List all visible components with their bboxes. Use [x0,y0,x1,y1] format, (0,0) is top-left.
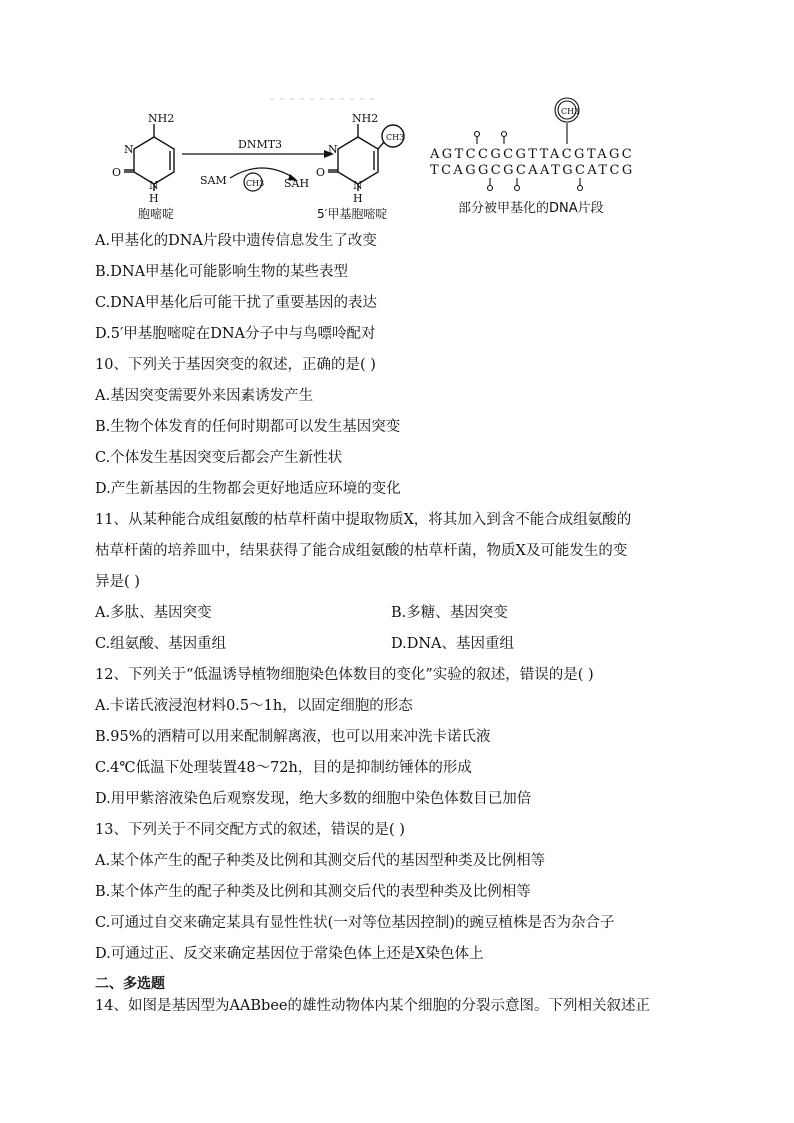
q11-stem-line2: 枯草杆菌的培养皿中，结果获得了能合成组氨酸的枯草杆菌，物质X及可能发生的变 [95,543,628,559]
q11-option-b: B.多糖、基因突变 [391,605,508,621]
q9-option-c: C.DNA甲基化后可能干扰了重要基因的表达 [95,295,377,311]
q11-stem-line1: 11、从某种能合成组氨酸的枯草杆菌中提取物质X，将其加入到含不能合成组氨酸的 [95,512,632,528]
methyl-label: CH3 [246,179,265,188]
q11-options-row2 [95,629,715,660]
cytosine-caption: 胞嘧啶 [138,207,175,221]
methylcytosine-caption: 5′甲基胞嘧啶 [317,207,388,221]
dna-top-strand: AGTCCGCGTTACGTAGC [430,147,635,162]
section-heading-multiple-choice: 二、多选题 [95,976,165,992]
q12-option-b: B.95%的酒精可以用来配制解离液，也可以用来冲洗卡诺氏液 [95,729,491,745]
q14-stem: 14、如图是基因型为AABbee的雄性动物体内某个细胞的分裂示意图。下列相关叙述正 [95,998,650,1014]
q13-option-c: C.可通过自交来确定某具有显性性状(一对等位基因控制)的豌豆植株是否为杂合子 [95,915,615,931]
cytosine-h-label: H [149,192,159,205]
q12-option-d: D.用甲紫溶液染色后观察发现，绝大多数的细胞中染色体数目已加倍 [95,791,532,807]
dna-fragment [429,98,635,216]
q13-option-d: D.可通过正、反交来确定基因位于常染色体上还是X染色体上 [95,946,484,962]
q12-option-a: A.卡诺氏液浸泡材料0.5～1h，以固定细胞的形态 [95,698,413,714]
q9-option-d: D.5′甲基胞嘧啶在DNA分子中与鸟嘌呤配对 [95,326,376,342]
dna-caption: 部分被甲基化的DNA片段 [458,201,604,216]
q10-option-c: C.个体发生基因突变后都会产生新性状 [95,450,343,466]
q11-option-a: A.多肽、基因突变 [95,605,212,621]
q13-stem: 13、下列关于不同交配方式的叙述，错误的是( ) [95,822,405,838]
q13-option-a: A.某个体产生的配子种类及比例和其测交后代的基因型种类及比例相等 [95,853,546,869]
q12-stem: 12、下列关于“低温诱导植物细胞染色体数目的变化”实验的叙述，错误的是( ) [95,667,594,683]
cytosine-o-label: O [112,166,122,179]
cytosine-n-label: N [124,143,134,156]
dna-methyl-label: CH3 [561,107,580,116]
question-text [95,226,715,1017]
methylcytosine-o-label: O [316,166,326,179]
methylcytosine-ch3-label: CH3 [386,133,405,142]
methylcytosine-n1-label: N [353,179,363,192]
q10-option-d: D.产生新基因的生物都会更好地适应环境的变化 [95,481,401,497]
dna-methylation-figure [112,92,692,222]
q11-stem-line3: 异是( ) [95,574,140,590]
q11-option-d: D.DNA、基因重组 [391,636,515,652]
cytosine-n1-label: N [149,179,159,192]
q11-option-c: C.组氨酸、基因重组 [95,636,227,652]
q10-option-a: A.基因突变需要外来因素诱发产生 [95,388,314,404]
methylation-diagram [112,92,692,222]
methylcytosine-nh2-label: NH2 [352,112,379,125]
sah-label: SAH [284,177,310,190]
q12-option-c: C.4℃低温下处理装置48～72h，目的是抑制纺锤体的形成 [95,760,472,776]
q10-stem: 10、下列关于基因突变的叙述，正确的是( ) [95,357,376,373]
methylcytosine-n-label: N [328,143,338,156]
q13-option-b: B.某个体产生的配子种类及比例和其测交后代的表型种类及比例相等 [95,884,531,900]
q9-option-b: B.DNA甲基化可能影响生物的某些表型 [95,264,349,280]
q10-option-b: B.生物个体发育的任何时期都可以发生基因突变 [95,419,401,435]
cytosine-nh2-label: NH2 [148,112,175,125]
enzyme-label: DNMT3 [238,138,283,151]
sam-label: SAM [200,174,227,187]
q11-options-row1 [95,598,715,629]
dna-bottom-strand: TCAGGCGCAATGCATCG [430,163,635,178]
methylcytosine-h-label: H [353,192,363,205]
q9-option-a: A.甲基化的DNA片段中遗传信息发生了改变 [95,233,377,249]
